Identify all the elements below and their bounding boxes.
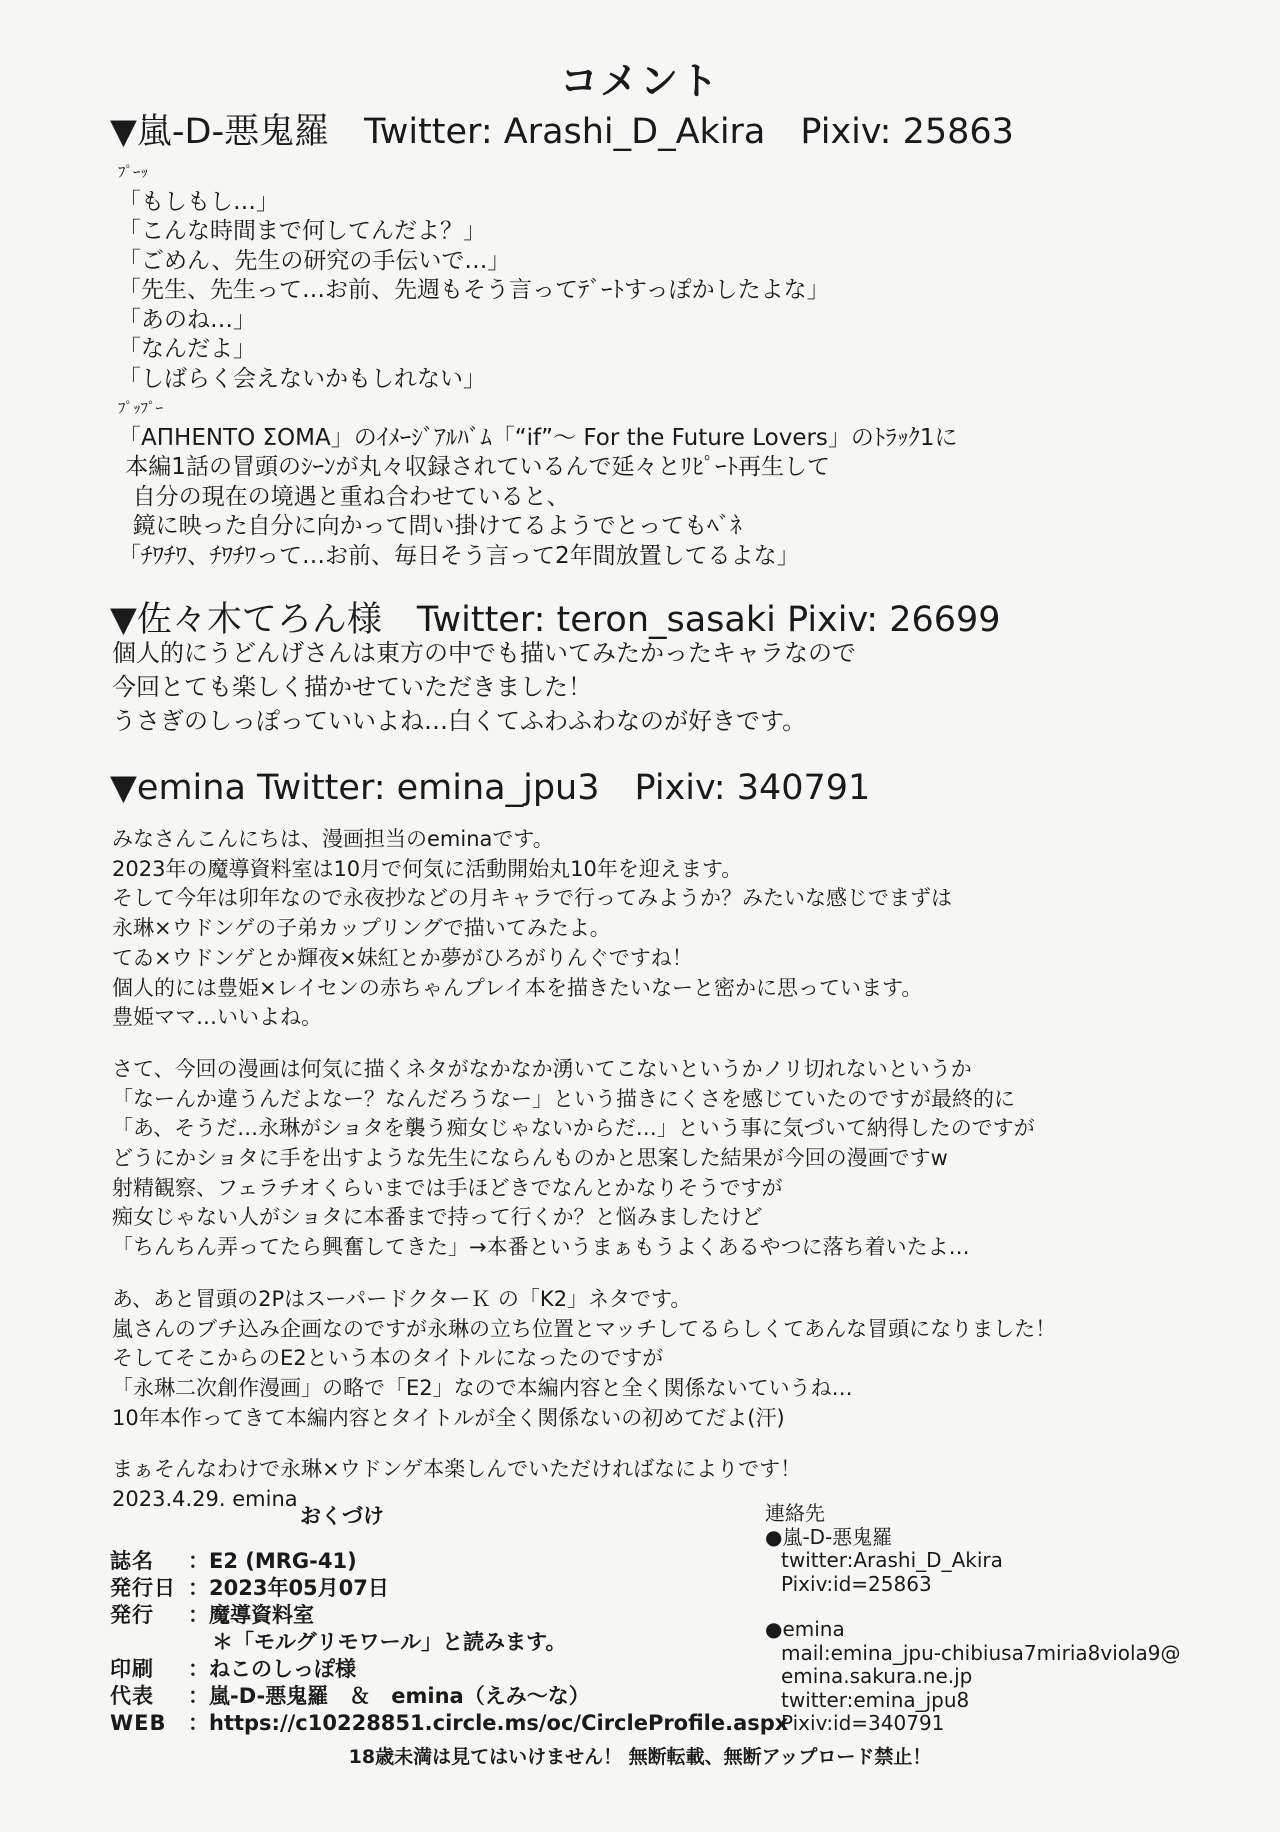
comment-line: 「なーんか違うんだよなー？なんだろうなー」という描きにくさを感じていたのですが最終的に [112, 1086, 1015, 1111]
contact-emina-pixiv: Pixiv:id=340791 [781, 1711, 945, 1735]
comment-line: てゐ×ウドンゲとか輝夜×妹紅とか夢がひろがりんぐですね！ [112, 945, 693, 970]
comment-line: 2023年の魔導資料室は10月で何気に活動開始丸10年を迎えます。 [112, 856, 743, 881]
colophon-value: ：嵐-D-悪鬼羅 ＆ emina（えみ～な） [188, 1684, 590, 1708]
comment-line: 「ちんちん弄ってたら興奮してきた」→本番というまぁもうよくあるやつに落ち着いたよ… [112, 1235, 970, 1260]
comment-line: 「あ、そうだ…永琳がショタを襲う痴女じゃないからだ…」という事に気づいて納得したのですが [112, 1116, 1035, 1141]
colophon-row [110, 1656, 788, 1683]
comment-line: 「なんだよ」 [118, 336, 256, 362]
comment-line: 「ﾁﾜﾁﾜ、ﾁﾜﾁﾜって…お前、毎日そう言って2年間放置してるよな」 [118, 542, 800, 569]
comment-line: 鏡に映った自分に向かって問い掛けてるようでとってもﾍﾞﾈ [118, 513, 742, 539]
contact-title: 連絡先 [765, 1501, 825, 1525]
contact-arashi-name: ●嵐-D-悪鬼羅 [765, 1524, 893, 1549]
comment-line: 自分の現在の境遇と重ね合わせていると、 [118, 483, 570, 510]
contact-emina-mail-domain: emina.sakura.ne.jp [781, 1664, 973, 1688]
contact-block [765, 1502, 1181, 1736]
comment-line: 「こんな時間まで何してんだよ？」 [118, 218, 486, 244]
colophon-value: ：https://c10228851.circle.ms/oc/CircleProfile.aspx [188, 1711, 789, 1735]
comment-line: ﾌﾟｰｯ [118, 163, 149, 181]
colophon-row [110, 1710, 788, 1737]
comment-line: どうにかショタに手を出すような先生にならんものかと思案した結果が今回の漫画ですw [112, 1146, 948, 1171]
colophon-key: 代表 [110, 1684, 154, 1708]
comment-line: あ、あと冒頭の2PはスーパードクターＫ の「K2」ネタです。 [112, 1286, 692, 1311]
paragraph-gap [112, 1433, 1056, 1455]
comment-teron [112, 636, 856, 738]
contact-arashi-twitter: twitter:Arashi_D_Akira [781, 1548, 1003, 1572]
comment-line: 個人的には豊姫×レイセンの赤ちゃんプレイ本を描きたいなーと密かに思っています。 [112, 975, 923, 1000]
footer-notice: 18歳未満は見てはいけません！ 無断転載、無断アップロード禁止！ [348, 1746, 932, 1768]
comment-line: さて、今回の漫画は何気に描くネタがなかなか湧いてこないというかノリ切れないというか [112, 1056, 972, 1081]
contact-emina-mail: mail:emina_jpu-chibiusa7miria8viola9@ [781, 1640, 1181, 1665]
colophon-row [110, 1575, 788, 1602]
comment-line: 「ごめん、先生の研究の手伝いで…」 [118, 247, 511, 274]
comment-line: ﾌﾟｯﾌﾟｰ [118, 399, 164, 417]
colophon-table [110, 1548, 788, 1737]
comment-line: 今回とても楽しく描かせていただきました！ [112, 673, 592, 701]
comment-line: 10年本作ってきて本編内容とタイトルが全く関係ないの初めてだよ(汗) [112, 1405, 785, 1430]
section-heading-emina: ▼emina Twitter: emina_jpu3 Pixiv: 340791 [110, 768, 871, 808]
contact-arashi-pixiv: Pixiv:id=25863 [781, 1571, 932, 1596]
comment-line: 「永琳二次創作漫画」の略で「E2」なので本編内容と全く関係ないていうね… [112, 1375, 853, 1400]
comment-line: うさぎのしっぽっていいよね…白くてふわふわなのが好きです。 [112, 707, 807, 735]
comment-line: 2023.4.29. emina [112, 1487, 298, 1512]
comment-line: 豊姫ママ…いいよね。 [112, 1005, 322, 1030]
colophon-value: ：魔導資料室 [188, 1603, 314, 1627]
comment-arashi [118, 158, 958, 571]
comment-line: 「しばらく会えないかもしれない」 [118, 365, 486, 392]
comment-line: 「先生、先生って…お前、先週もそう言ってﾃﾞｰﾄすっぽかしたよな」 [118, 277, 830, 303]
section-heading-arashi: ▼嵐-D-悪鬼羅 Twitter: Arashi_D_Akira Pixiv: 25863 [110, 112, 1014, 152]
colophon-key: 発行 [110, 1603, 154, 1627]
colophon-key: 発行日 [110, 1576, 176, 1600]
comment-line: 本編1話の冒頭のｼｰﾝが丸々収録されているんで延々とﾘﾋﾟｰﾄ再生して [118, 454, 830, 480]
section-heading-teron: ▼佐々木てろん様 Twitter: teron_sasaki Pixiv: 26699 [110, 600, 1001, 640]
comment-line: 個人的にうどんげさんは東方の中でも描いてみたかったキャラなので [112, 639, 856, 667]
colophon-value: ：2023年05月07日 [188, 1576, 389, 1600]
colophon-row [110, 1683, 788, 1710]
colophon-row [110, 1602, 788, 1629]
colophon-key: 誌名 [110, 1549, 154, 1573]
contact-emina-twitter: twitter:emina_jpu8 [781, 1687, 970, 1712]
comment-line: まぁそんなわけで永琳×ウドンゲ本楽しんでいただければなによりです！ [112, 1457, 802, 1482]
colophon-value: ：E2 (MRG-41) [188, 1549, 357, 1573]
comment-line: 射精観察、フェラチオくらいまでは手ほどきでなんとかなりそうですが [112, 1175, 783, 1200]
comment-line: そしてそこからのE2という本のタイトルになったのですが [112, 1346, 664, 1371]
colophon-title: おくづけ [300, 1504, 384, 1528]
comment-line: みなさんこんにちは、漫画担当のeminaです。 [112, 827, 554, 851]
comment-line: 痴女じゃない人がショタに本番まで持って行くか？と悩みましたけど [112, 1205, 763, 1230]
comment-line: 「ΑΠΗΕΝΤΟ ΣΟΜΑ」のｲﾒｰｼﾞｱﾙﾊﾞﾑ「“if”～ For the Future Lovers」のﾄﾗｯｸ1に [118, 424, 958, 451]
comment-line: 「あのね…」 [118, 306, 256, 333]
comment-line: 嵐さんのブチ込み企画なのですが永琳の立ち位置とマッチしてるらしくてあんな冒頭になりました！ [112, 1316, 1057, 1341]
contact-emina-name: ●emina [765, 1617, 845, 1641]
colophon-value: ：ねこのしっぽ様 [188, 1657, 356, 1681]
colophon-key: WEB [110, 1711, 167, 1735]
page-title: コメント [559, 59, 720, 103]
paragraph-gap [112, 1033, 1056, 1055]
colophon-row [110, 1548, 788, 1575]
paragraph-gap [112, 1263, 1056, 1285]
comment-line: そして今年は卯年なので永夜抄などの月キャラで行ってみようか？みたいな感じでまずは [112, 886, 952, 911]
colophon-value: ＊「モルグリモワール」と読みます。 [212, 1630, 567, 1654]
comment-line: 永琳×ウドンゲの子弟カップリングで描いてみたよ。 [112, 916, 611, 941]
colophon-row [110, 1629, 788, 1656]
comment-line: 「もしもし…」 [118, 188, 279, 215]
colophon-key: 印刷 [110, 1657, 154, 1681]
comment-emina [112, 825, 1056, 1515]
